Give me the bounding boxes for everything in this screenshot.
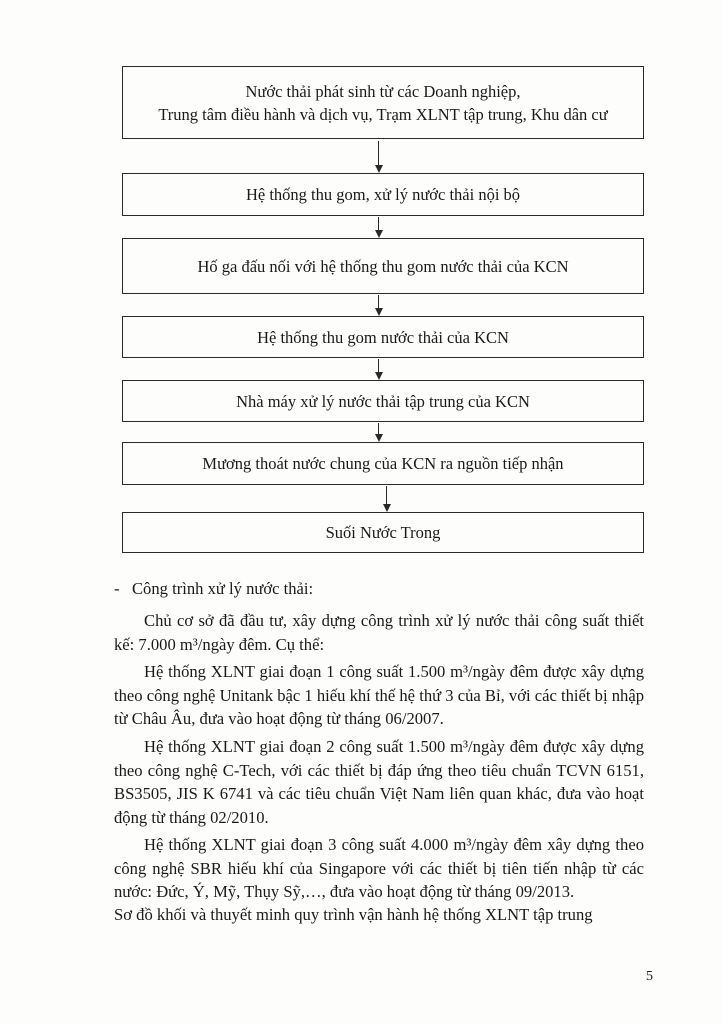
flow-box-line: Mương thoát nước chung của KCN ra nguồn tiếp nhận: [202, 454, 564, 473]
flow-box-treatment-plant: [122, 380, 644, 422]
flow-arrow: [380, 486, 394, 512]
closing-line: Sơ đồ khối và thuyết minh quy trình vận hành hệ thống XLNT tập trung: [114, 905, 593, 924]
flow-box-kcn-collection: [122, 316, 644, 358]
phase-1-paragraph: Hệ thống XLNT giai đoạn 1 công suất 1.500 m³/ngày đêm được xây dựng theo công nghệ Unitank bậc 1 hiếu khí thế hệ thứ 3 của Bỉ, với các thiết bị nhập từ Châu Âu, đưa vào hoạt động từ tháng 06/2007.: [114, 662, 644, 728]
flow-box-line: Hệ thống thu gom, xử lý nước thải nội bộ: [245, 185, 521, 204]
flow-arrow: [372, 359, 386, 380]
flow-box-line: Nước thải phát sinh từ các Doanh nghiệp,: [245, 81, 521, 101]
bullet-dash: -: [114, 579, 120, 598]
flow-box-source: [122, 66, 644, 139]
phase-2-paragraph: Hệ thống XLNT giai đoạn 2 công suất 1.500 m³/ngày đêm được xây dựng theo công nghệ C-Tech, với các thiết bị đáp ứng theo tiêu chuẩn TCVN 6151, BS3505, JIS K 6741 và các tiêu chuẩn Việt Nam liên quan khác, đưa vào hoạt động từ tháng 02/2010.: [114, 737, 644, 827]
phase-3-paragraph: Hệ thống XLNT giai đoạn 3 công suất 4.000 m³/ngày đêm xây dựng theo công nghệ SBR hiếu khí của Singapore với các thiết bị tiên tiến nhập từ các nước: Đức, Ý, Mỹ, Thụy Sỹ,…, đưa vào hoạt động từ tháng 09/2013.: [114, 835, 644, 901]
flow-box-receiving-stream: [122, 512, 644, 553]
intro-paragraph: Chủ cơ sở đã đầu tư, xây dựng công trình xử lý nước thải công suất thiết kế: 7.000 m³/ngày đêm. Cụ thể:: [114, 611, 644, 654]
flow-box-drainage-canal: [122, 442, 644, 485]
flow-box-line: Nhà máy xử lý nước thải tập trung của KCN: [236, 391, 530, 411]
flow-arrow: [372, 217, 386, 238]
page-number: 5: [646, 969, 653, 984]
flow-box-line: Hệ thống thu gom nước thải của KCN: [257, 327, 509, 347]
flow-arrow: [372, 141, 386, 173]
flow-box-line: Hố ga đấu nối với hệ thống thu gom nước thải của KCN: [197, 256, 569, 276]
flow-box-line: Trung tâm điều hành và dịch vụ, Trạm XLNT tập trung, Khu dân cư: [158, 104, 608, 124]
flow-box-line: Suối Nước Trong: [325, 523, 441, 542]
flow-arrow: [372, 295, 386, 316]
flow-box-connection-manhole: [122, 238, 644, 294]
flow-arrow: [372, 423, 386, 442]
flow-box-internal-treatment: [122, 173, 644, 216]
section-heading: [114, 577, 313, 600]
section-heading-text: Công trình xử lý nước thải:: [131, 579, 314, 598]
